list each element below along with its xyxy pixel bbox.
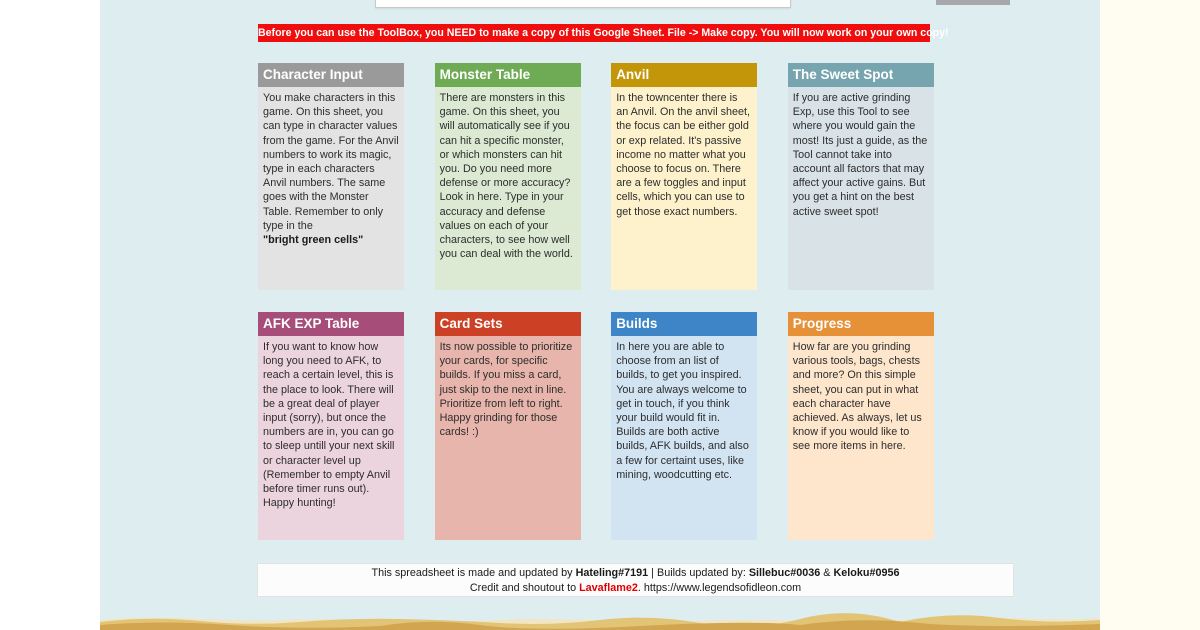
credits-builder-1: Sillebuc#0036 — [748, 567, 821, 579]
card-text: If you want to know how long you need to AFK, to reach a certain level, this is the place to look. There will be a great deal of player input (sorry), but once the numbers are in, you can go to sleep untill your next skill or character level up (Remember to empty Anvil before timer runs out). Happy hunting! — [263, 341, 395, 510]
card-text: In the towncenter there is an Anvil. On the anvil sheet, the focus can be either gold or exp related. It's passive income no matter what you choose to focus on. There are a few toggles and input cells, which you can use to get those exact numbers. — [616, 92, 751, 218]
right-margin — [1100, 0, 1200, 630]
make-a-copy-warning-banner: Before you can use the ToolBox, you NEED to make a copy of this Google Sheet. File -> Make copy. You will now work on your own copy! — [258, 24, 930, 42]
credits-author: Hateling#7191 — [575, 567, 649, 579]
credits-builder-2: Keloku#0956 — [833, 567, 900, 579]
credits-line-2 — [258, 581, 1013, 596]
card-title: Builds — [611, 312, 757, 336]
card-text: Its now possible to prioritize your cards, for specific builds. If you miss a card, just skip to the next in line. Prioritize from left to right. Happy grinding for those cards! :) — [439, 341, 573, 439]
card-title: Card Sets — [435, 312, 581, 336]
card-text: There are monsters in this game. On this sheet, you will automatically see if you can hit a specific monster, or which monsters can hit you. Do you need more defense or more accuracy? Look in here. Type in your accuracy and defense values on each of your characters, to see how well you can deal with the world. — [439, 92, 573, 261]
card-bold-note: "bright green cells" — [263, 234, 364, 247]
card-body — [788, 87, 934, 290]
card-text: You make characters in this game. On this sheet, you can type in character values from the game. For the Anvil numbers to work its magic, type in each characters Anvil numbers. The same goes with the Monster Table. Remember to only type in the — [263, 92, 399, 232]
card-the-sweet-spot — [788, 63, 934, 290]
credits-builds-text: | Builds updated by: — [648, 567, 749, 579]
credits-footer — [257, 563, 1014, 597]
card-title: The Sweet Spot — [788, 63, 934, 87]
card-monster-table — [435, 63, 581, 290]
card-character-input — [258, 63, 404, 290]
credits-made-by-text: This spreadsheet is made and updated by — [371, 567, 576, 579]
card-body — [258, 87, 404, 290]
card-card-sets — [435, 312, 581, 540]
card-body — [611, 87, 757, 290]
card-title: AFK EXP Table — [258, 312, 404, 336]
card-body — [435, 87, 581, 290]
card-anvil — [611, 63, 757, 290]
card-body — [788, 336, 934, 540]
card-body — [258, 336, 404, 540]
cards-grid — [258, 63, 934, 540]
sand-dunes-graphic — [100, 598, 1100, 630]
credits-lavaflame2: Lavaflame2 — [579, 582, 638, 594]
cutoff-button-stub — [936, 0, 1010, 5]
card-text: How far are you grinding various tools, bags, chests and more? On this simple sheet, you can put in what each character have achieved. As always, let us know if you would like to see more items in here. — [792, 341, 922, 453]
card-text: If you are active grinding Exp, use this Tool to see where you would gain the most! Its just a guide, as the Tool cannot take into account all factors that may affect your active gains. But you get a hint on the best active sweet spot! — [792, 92, 928, 218]
card-title: Character Input — [258, 63, 404, 87]
credits-ampersand: & — [820, 567, 834, 579]
card-title: Anvil — [611, 63, 757, 87]
card-afk-exp-table — [258, 312, 404, 540]
credits-website-url: . https://www.legendsofidleon.com — [637, 582, 802, 594]
card-body — [611, 336, 757, 540]
card-text: In here you are able to choose from an list of builds, to get you inspired. You are always welcome to get in touch, if you think your build would fit in. Builds are both active builds, AFK builds, and also a few for certaint uses, like mining, woodcutting etc. — [616, 341, 749, 481]
card-progress — [788, 312, 934, 540]
card-builds — [611, 312, 757, 540]
credits-line-1 — [258, 566, 1013, 581]
card-title: Monster Table — [435, 63, 581, 87]
card-title: Progress — [788, 312, 934, 336]
cutoff-dialog-stub — [375, 0, 791, 8]
card-body — [435, 336, 581, 540]
credits-shoutout-text: Credit and shoutout to — [469, 582, 580, 594]
